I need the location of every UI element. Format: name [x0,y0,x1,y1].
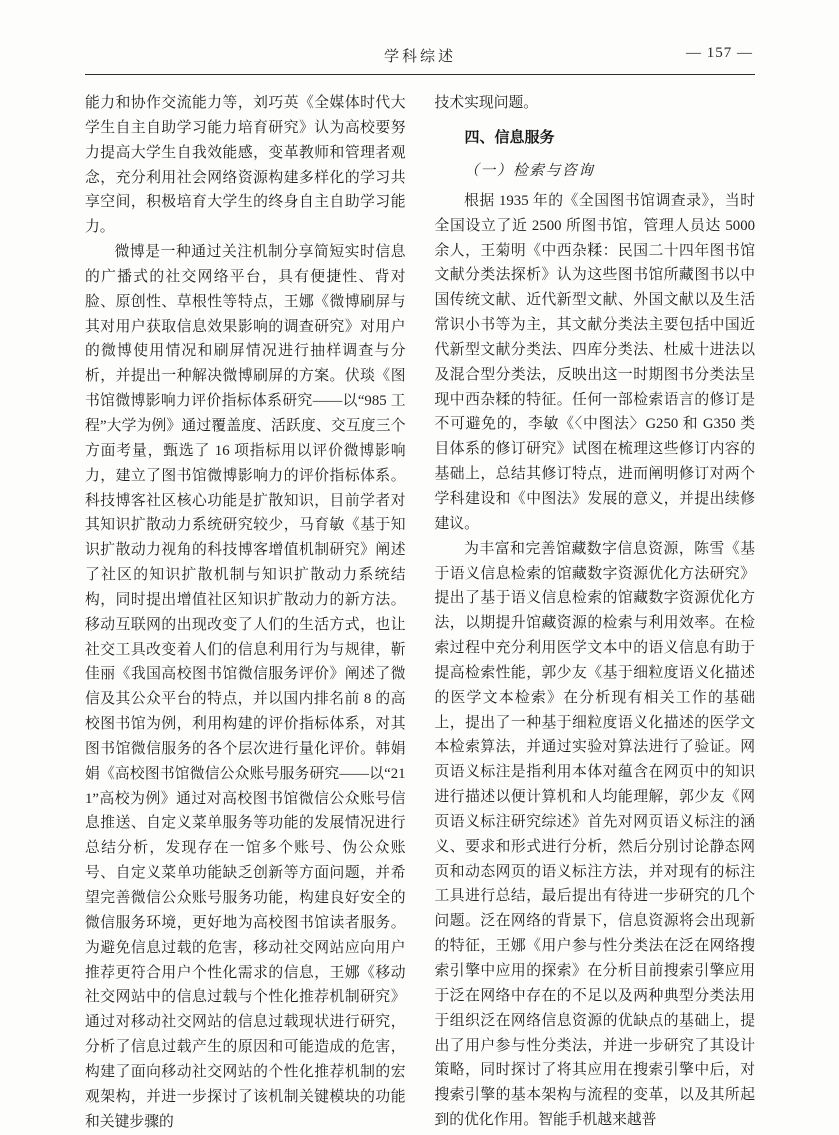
subsection-heading: （一）检索与咨询 [464,162,595,179]
page-content [85,0,755,1134]
paragraph-continuation: 技术实现问题。 [434,95,539,111]
section-heading: 四、信息服务 [464,128,555,146]
paragraph-continuation: 能力和协作交流能力等，刘巧英《全媒体时代大学生自主自助学习能力培育研究》认为高校要努力提高大学生自我效能感，变革教师和管理者观念，充分利用社会网络资源构建多样化的学习共享空间，积极培育大学生的终身自主自助学习能力。 [85,95,406,236]
paragraph: 为丰富和完善馆藏数字信息资源，陈雪《基于语义信息检索的馆藏数字资源优化方法研究》提出了基于语义信息检索的馆藏数字资源优化方法，以期提升馆藏资源的检索与利用效率。在检索过程中充分利用医学文本中的语义信息有助于提高检索性能，郭少友《基于细粒度语义化描述的医学文本检索》在分析现有相关工作的基础上，提出了一种基于细粒度语义化描述的医学文本检索算法，并通过实验对算法进行了验证。网页语义标注是指利用本体对蕴含在网页中的知识进行描述以便计算机和人均能理解，郭少友《网页语义标注研究综述》首先对网页语义标注的涵义、要求和形式进行分析，然后分别讨论静态网页和动态网页的语义标注方法，并对现有的标注工具进行总结，最后提出有待进一步研究的几个问题。泛在网络的背景下，信息资源将会出现新的特征，王娜《用户参与性分类法在泛在网络搜索引擎中应用的探索》在分析目前搜索引擎应用于泛在网络中存在的不足以及两种典型分类法用于组织泛在网络信息资源的优缺点的基础上，提出了用户参与性分类法，并进一步研究了其设计策略，同时探讨了将其应用在搜索引擎中后，对搜索引擎的基本架构与流程的变革，以及其所起到的优化作用。智能手机越来越普 [434,540,755,1129]
running-head-title: 学科综述 [383,49,457,65]
page-header [85,45,755,67]
left-column [85,91,406,1134]
paragraph: 根据 1935 年的《全国图书馆调查录》，当时全国设立了近 2500 所图书馆，管理人员达 5000 余人，王菊明《中西杂糅：民国二十四年图书馆文献分类法探析》认为这些图书馆所藏图书以中国传统文献、近代新型文献、外国文献以及生活常识小书等为主，其文献分类法主要包括中国近代新型文献分类法、四库分类法、杜威十进法以及混合型分类法，反映出这一时期图书分类法呈现中西杂糅的特征。任何一部检索语言的修订是不可避免的，李敏《〈中图法〉G250 和 G350 类目体系的修订研究》试图在梳理这些修订内容的基础上，总结其修订特点，进而阐明修订对两个学科建设和《中图法》发展的意义，并提出续修建议。 [434,192,755,532]
two-column-body [85,91,755,1134]
right-column [435,91,756,1133]
paragraph: 微博是一种通过关注机制分享简短实时信息的广播式的社交网络平台，具有便捷性、背对脸、原创性、草根性等特点，王娜《微博刷屏与其对用户获取信息效果影响的调查研究》对用户的微博使用情况和刷屏情况进行抽样调查与分析，并提出一种解决微博刷屏的方案。伏琰《图书馆微博影响力评价指标体系研究——以“985 工程”大学为例》通过覆盖度、活跃度、交互度三个方面考量，甄选了 16 项指标用以评价微博影响力，建立了图书馆微博影响力的评价指标体系。科技博客社区核心功能是扩散知识，目前学者对其知识扩散动力系统研究较少，马育敏《基于知识扩散动力视角的科技博客增值机制研究》阐述了社区的知识扩散机制与知识扩散动力系统结构，同时提出增值社区知识扩散动力的新方法。移动互联网的出现改变了人们的生活方式，也让社交工具改变着人们的信息利用行为与规律，靳佳丽《我国高校图书馆微信服务评价》阐述了微信及其公众平台的特点，并以国内排名前 8 的高校图书馆为例，利用构建的评价指标体系，对其图书馆微信服务的各个层次进行量化评价。韩娟娟《高校图书馆微信公众账号服务研究——以“211”高校为例》通过对高校图书馆微信公众账号信息推送、自定义菜单服务等功能的发展情况进行总结分析，发现存在一馆多个账号、伪公众账号、自定义菜单功能缺乏创新等方面问题，并希望完善微信公众账号服务功能，构建良好安全的微信服务环境，更好地为高校图书馆读者服务。为避免信息过载的危害，移动社交网站应向用户推荐更符合用户个性化需求的信息，王娜《移动社交网站中的信息过载与个性化推荐机制研究》通过对移动社交网站的信息过载现状进行研究，分析了信息过载产生的原因和可能造成的危害，构建了面向移动社交网站的个性化推荐机制的宏观架构，并进一步探讨了该机制关键模块的功能和关键步骤的 [85,244,406,1130]
page-number: — 157 — [686,45,753,61]
header-rule [85,74,755,75]
